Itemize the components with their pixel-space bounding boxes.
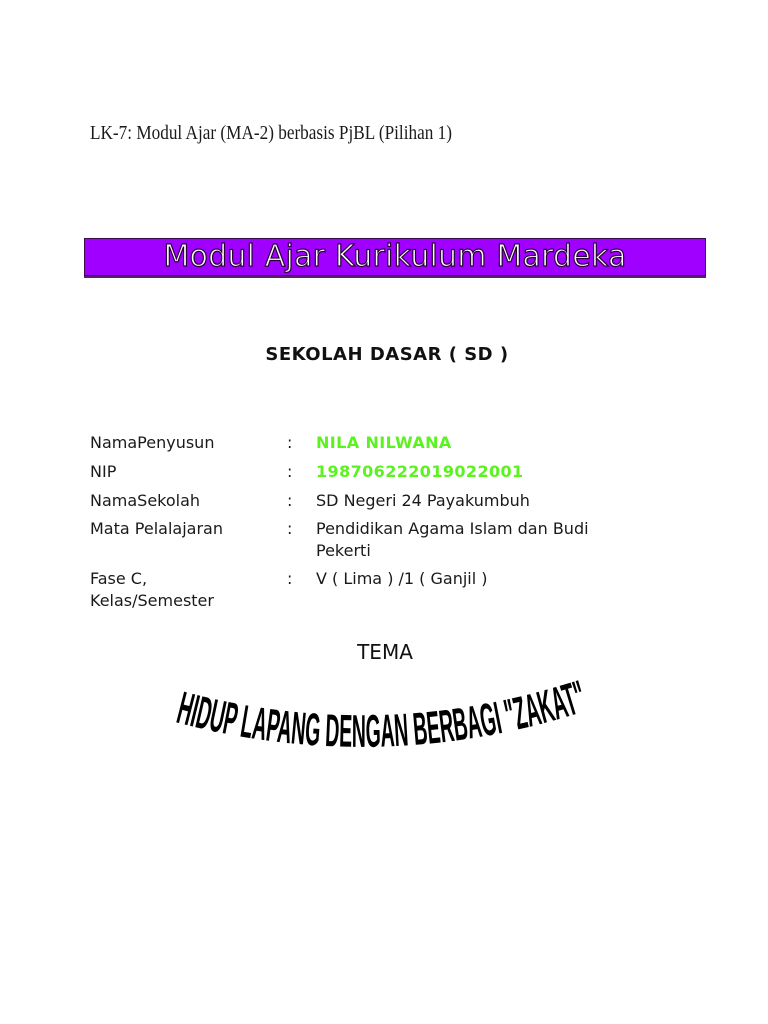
info-colon: : <box>287 433 293 452</box>
author-name-value: NILA NILWANA <box>316 433 452 452</box>
document-header-text: LK-7: Modul Ajar (MA-2) berbasis PjBL (Pilihan 1) <box>90 122 452 144</box>
info-label: NamaPenyusun <box>90 433 215 452</box>
school-level-heading: SEKOLAH DASAR ( SD ) <box>265 344 509 365</box>
info-colon: : <box>287 491 293 510</box>
info-colon: : <box>287 462 293 481</box>
theme-title: HIDUP LAPANG DENGAN BERBAGI "ZAKAT" <box>172 670 604 758</box>
info-colon: : <box>287 519 293 538</box>
tema-label: TEMA <box>357 640 413 664</box>
module-title: Modul Ajar Kurikulum Mardeka <box>163 239 627 274</box>
phase-class-value: V ( Lima ) /1 ( Ganjil ) <box>316 569 488 588</box>
subject-value: Pendidikan Agama Islam dan Budi Pekerti <box>316 519 589 560</box>
theme-title-text <box>172 670 604 758</box>
info-label: Mata Pelalajaran <box>90 519 223 538</box>
info-label: NamaSekolah <box>90 491 201 510</box>
module-title-banner <box>84 238 706 276</box>
info-colon: : <box>287 569 293 588</box>
info-label: Fase C, Kelas/Semester <box>90 569 214 610</box>
theme-title-wordart <box>150 670 620 780</box>
nip-value: 198706222019022001 <box>316 462 524 481</box>
school-name-value: SD Negeri 24 Payakumbuh <box>316 491 530 510</box>
info-label: NIP <box>90 462 117 481</box>
